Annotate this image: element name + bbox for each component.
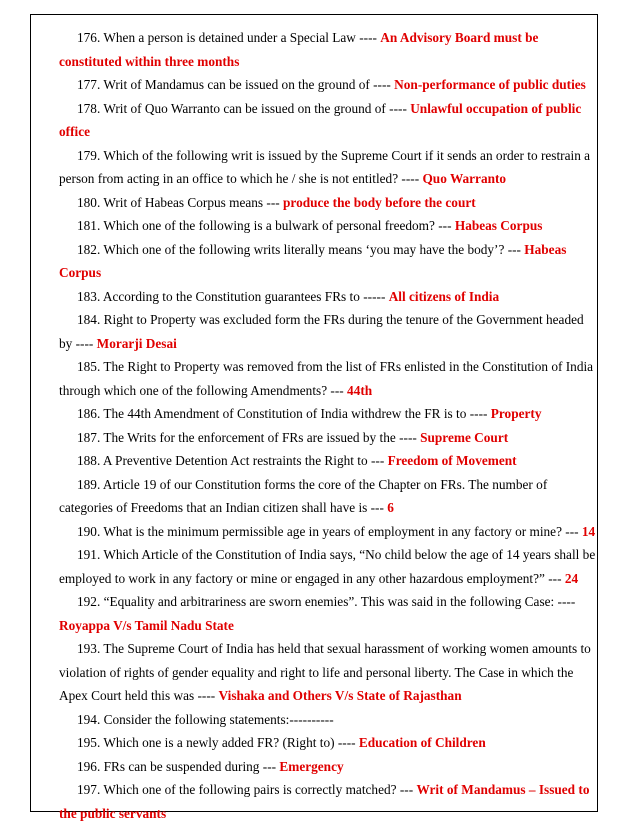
question-text: 181. Which one of the following is a bulwark of personal freedom? ---: [77, 218, 455, 233]
question-text: 188. A Preventive Detention Act restraints the Right to ---: [77, 453, 388, 468]
answer-text: 24: [564, 570, 579, 586]
answer-text: Non-performance of public duties: [394, 77, 586, 92]
question-189: [59, 473, 599, 520]
answer-text: 14: [581, 523, 596, 539]
question-193: [59, 637, 599, 708]
question-text: 190. What is the minimum permissible age in years of employment in any factory or mine? ---: [77, 523, 582, 539]
answer-text: All citizens of India: [388, 288, 500, 304]
answer-text: Writ of Mandamus – Issued to the public servants: [59, 782, 590, 821]
question-191: [59, 543, 599, 590]
question-text: 189. Article 19 of our Constitution forms the core of the Chapter on FRs. The number of categories of Freedoms that an Indian citizen shall have is ---: [59, 476, 548, 515]
question-196: [59, 755, 599, 779]
answer-text: Unlawful occupation of public office: [59, 100, 582, 139]
question-194: [59, 708, 599, 732]
answer-text: 44th: [347, 382, 373, 398]
question-text: 195. Which one is a newly added FR? (Right to) ----: [77, 735, 359, 750]
question-text: 192. “Equality and arbitrariness are sworn enemies”. This was said in the following Case: ----: [77, 594, 576, 609]
question-180: [59, 191, 599, 215]
answer-text: 6: [387, 500, 394, 515]
answer-text: Quo Warranto: [422, 171, 507, 186]
question-179: [59, 144, 599, 191]
question-184: [59, 308, 599, 355]
question-190: [59, 520, 599, 544]
question-178: [59, 97, 599, 144]
question-192: [59, 590, 599, 637]
answer-text: Supreme Court: [420, 429, 509, 445]
answer-text: produce the body before the court: [283, 194, 476, 210]
question-195: [59, 731, 599, 755]
answer-text: Habeas Corpus: [454, 218, 543, 233]
question-text: 177. Writ of Mandamus can be issued on the ground of ----: [77, 77, 395, 92]
answer-text: Morarji Desai: [96, 335, 177, 351]
question-183: [59, 285, 599, 309]
question-text: 183. According to the Constitution guarantees FRs to -----: [77, 288, 389, 304]
answer-text: Royappa V/s Tamil Nadu State: [59, 617, 234, 633]
answer-text: Habeas Corpus: [59, 241, 567, 280]
question-text: 186. The 44th Amendment of Constitution of India withdrew the FR is to ----: [77, 406, 491, 421]
question-text: 187. The Writs for the enforcement of FRs are issued by the ----: [77, 429, 421, 445]
answer-text: Education of Children: [358, 735, 486, 750]
answer-text: Property: [490, 406, 542, 421]
question-182: [59, 238, 599, 285]
answer-text: Freedom of Movement: [387, 453, 517, 468]
question-181: [59, 214, 599, 238]
question-197: [59, 778, 599, 825]
question-text: 185. The Right to Property was removed from the list of FRs enlisted in the Constitution of India through which one of the following Amendments? ---: [59, 359, 594, 398]
question-text: 184. Right to Property was excluded form the FRs during the tenure of the Government headed by ----: [59, 312, 584, 351]
question-187: [59, 426, 599, 450]
answer-text: Vishaka and Others V/s State of Rajasthan: [218, 688, 462, 703]
question-176: [59, 26, 599, 73]
question-text: 193. The Supreme Court of India has held that sexual harassment of working women amounts to violation of rights of gender equality and right to life and personal liberty. The Case in which the Apex Court held this was ----: [59, 641, 591, 703]
answer-text: An Advisory Board must be constituted within three months: [59, 30, 539, 69]
answer-text: Emergency: [279, 758, 344, 774]
question-186: [59, 402, 599, 426]
question-188: [59, 449, 599, 473]
question-text: 194. Consider the following statements:----------: [77, 711, 334, 727]
question-list: [59, 26, 599, 825]
question-text: 182. Which one of the following writs literally means ‘you may have the body’? ---: [77, 241, 525, 257]
question-text: 180. Writ of Habeas Corpus means ---: [77, 194, 284, 210]
question-text: 191. Which Article of the Constitution of India says, “No child below the age of 14 years shall be employed to work in any factory or mine or engaged in any other hazardous employment?” ---: [59, 547, 596, 586]
question-177: [59, 73, 599, 97]
question-text: 176. When a person is detained under a Special Law ----: [77, 30, 381, 45]
question-text: 178. Writ of Quo Warranto can be issued on the ground of ----: [77, 100, 411, 116]
question-text: 196. FRs can be suspended during ---: [77, 758, 280, 774]
question-text: 179. Which of the following writ is issued by the Supreme Court if it sends an order to restrain a person from acting in an office to which he / she is not entitled? ----: [59, 147, 591, 186]
question-text: 197. Which one of the following pairs is correctly matched? ---: [77, 782, 417, 797]
question-185: [59, 355, 599, 402]
